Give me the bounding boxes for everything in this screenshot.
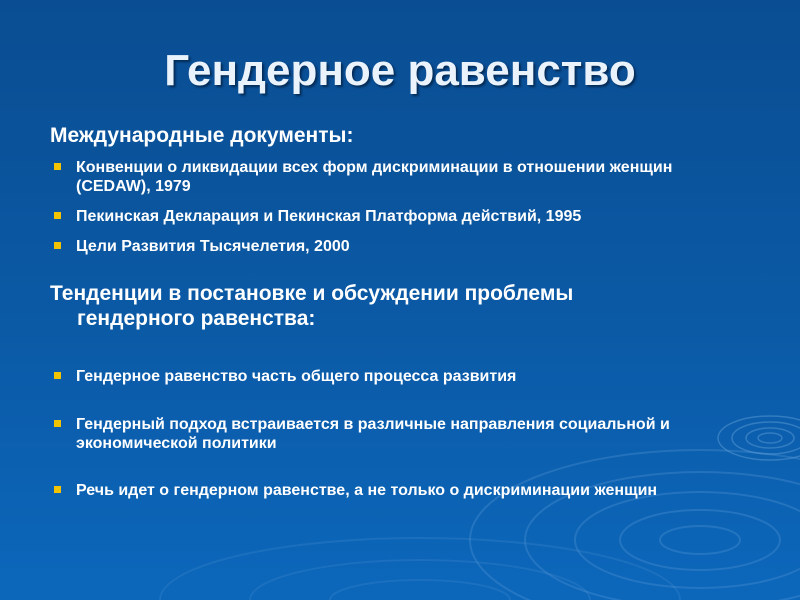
list-item xyxy=(50,481,750,500)
list-item xyxy=(50,367,750,386)
section-heading-documents: Международные документы: xyxy=(50,124,354,147)
square-bullet-icon xyxy=(54,486,61,493)
list-item-text: Цели Развития Тысячелетия, 2000 xyxy=(76,238,350,255)
list-item xyxy=(50,158,750,196)
list-item-text: Гендерный подход встраивается в различные направления социальной и экономической политики xyxy=(76,416,670,452)
square-bullet-icon xyxy=(54,372,61,379)
list-item xyxy=(50,237,750,256)
documents-list xyxy=(50,158,750,267)
list-item-text: Речь идет о гендерном равенстве, а не только о дискриминации женщин xyxy=(76,482,658,499)
section-heading-line: Тенденции в постановке и обсуждении проблемы xyxy=(50,282,574,305)
section-heading-trends xyxy=(50,281,750,331)
slide-title: Гендерное равенство xyxy=(164,46,636,95)
square-bullet-icon xyxy=(54,163,61,170)
square-bullet-icon xyxy=(54,212,61,219)
list-item xyxy=(50,415,750,453)
list-item xyxy=(50,207,750,226)
list-item-text: Конвенции о ликвидации всех форм дискриминации в отношении женщин (CEDAW), 1979 xyxy=(76,159,673,195)
square-bullet-icon xyxy=(54,242,61,249)
square-bullet-icon xyxy=(54,420,61,427)
section-heading-line: гендерного равенства: xyxy=(77,307,316,330)
trends-list xyxy=(50,367,750,500)
list-item-text: Гендерное равенство часть общего процесса развития xyxy=(76,368,517,385)
list-item-text: Пекинская Декларация и Пекинская Платформа действий, 1995 xyxy=(76,208,582,225)
